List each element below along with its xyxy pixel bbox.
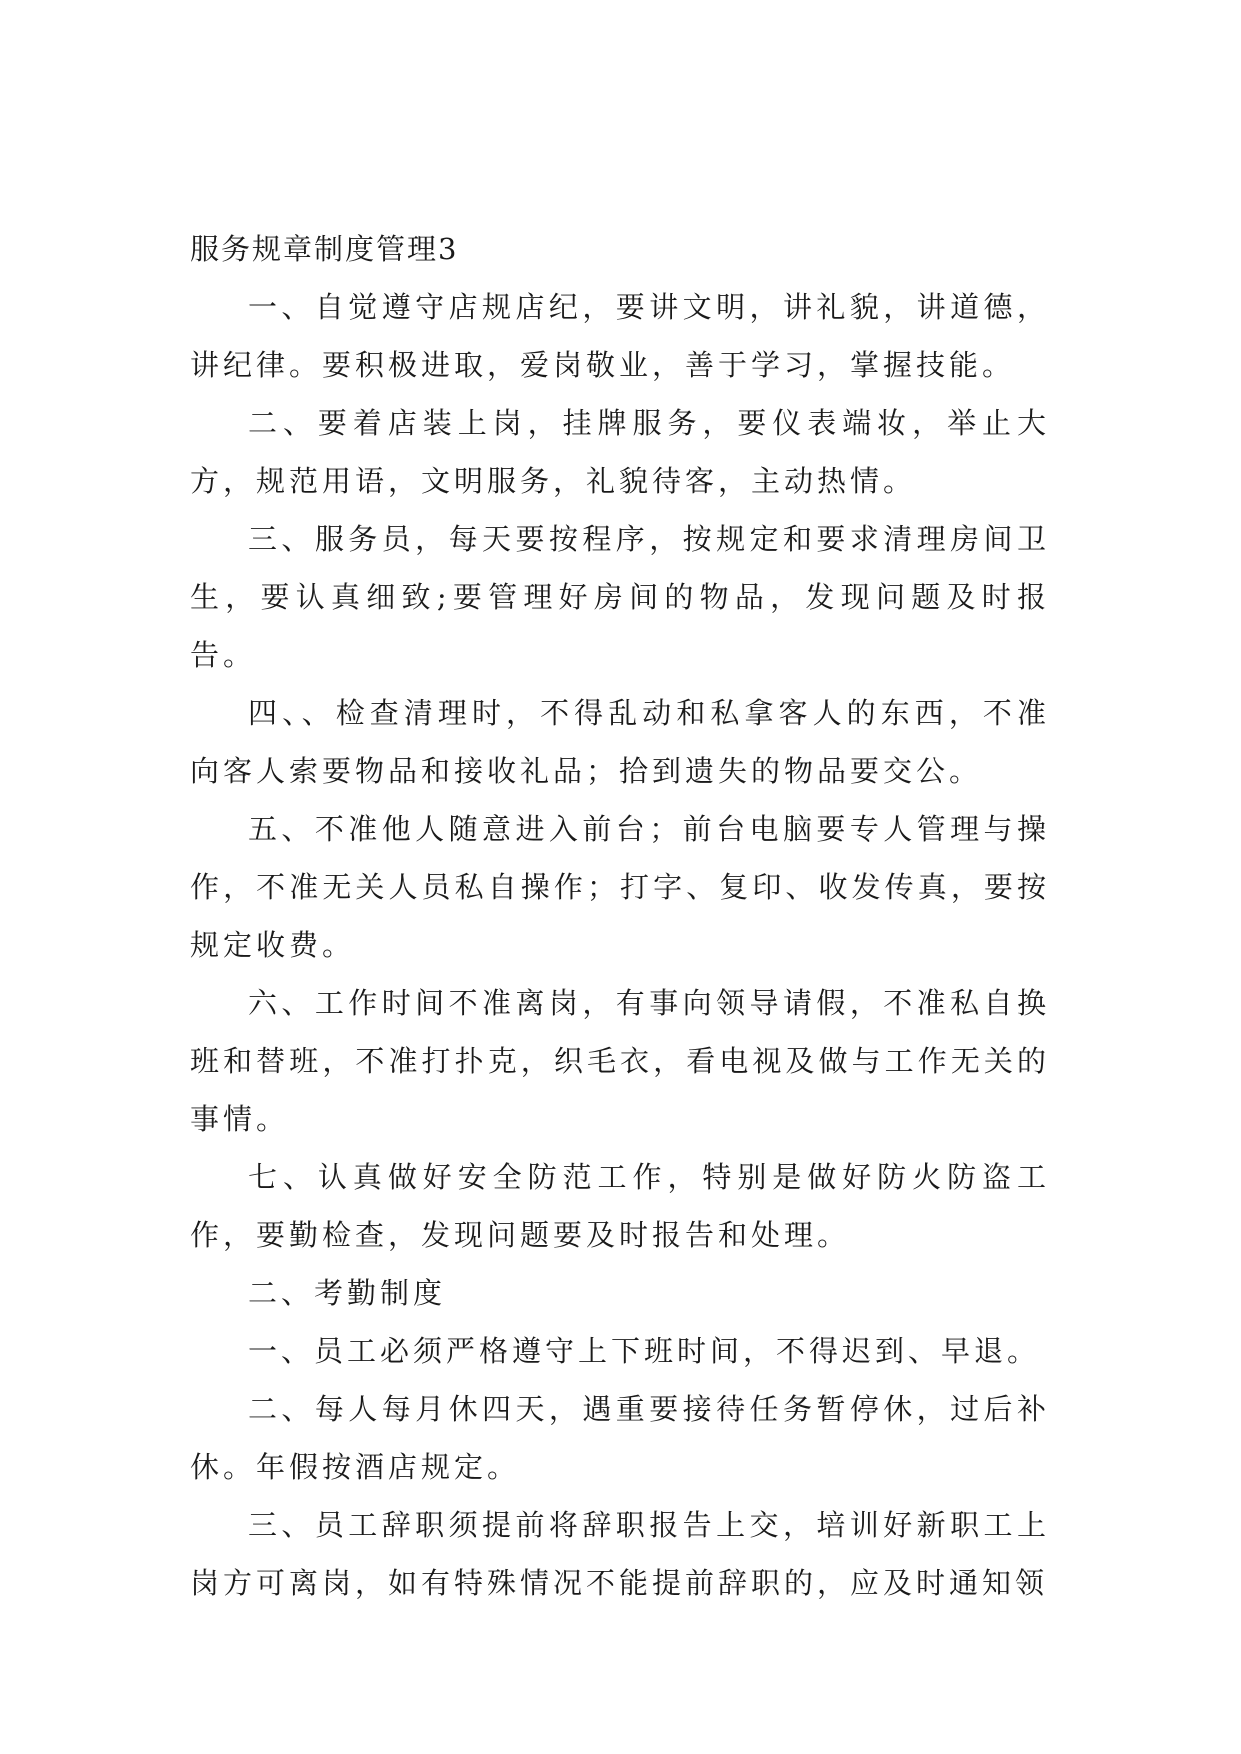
- paragraph-rule-5: 五、不准他人随意进入前台；前台电脑要专人管理与操作，不准无关人员私自操作；打字、复印、收发传真，要按规定收费。: [190, 812, 1050, 962]
- paragraph-rule-2: 二、要着店装上岗，挂牌服务，要仪表端妆，举止大方，规范用语，文明服务，礼貌待客，主动热情。: [190, 406, 1050, 498]
- document-title: 服务规章制度管理3: [190, 232, 459, 266]
- paragraph-rule-4: 四、、检查清理时，不得乱动和私拿客人的东西，不准向客人索要物品和接收礼品；拾到遗失的物品要交公。: [190, 696, 1050, 788]
- paragraph-rule-6: 六、工作时间不准离岗，有事向领导请假，不准私自换班和替班，不准打扑克，织毛衣，看电视及做与工作无关的事情。: [190, 986, 1050, 1136]
- paragraph-attendance-1: 一、员工必须严格遵守上下班时间，不得迟到、早退。: [248, 1334, 1041, 1368]
- paragraph-rule-3: 三、服务员，每天要按程序，按规定和要求清理房间卫生，要认真细致;要管理好房间的物品，发现问题及时报告。: [190, 522, 1050, 672]
- paragraph-rule-1: 一、自觉遵守店规店纪，要讲文明，讲礼貌，讲道德，讲纪律。要积极进取，爱岗敬业，善于学习，掌握技能。: [190, 290, 1050, 382]
- paragraph-attendance-2: 二、每人每月休四天，遇重要接待任务暂停休，过后补休。年假按酒店规定。: [190, 1392, 1050, 1484]
- section-heading-attendance: 二、考勤制度: [248, 1276, 447, 1310]
- paragraph-rule-7: 七、认真做好安全防范工作，特别是做好防火防盗工作，要勤检查，发现问题要及时报告和处理。: [190, 1160, 1050, 1252]
- document-body: [190, 220, 1050, 1612]
- paragraph-attendance-3: 三、员工辞职须提前将辞职报告上交，培训好新职工上岗方可离岗，如有特殊情况不能提前辞职的，应及时通知领: [190, 1508, 1050, 1600]
